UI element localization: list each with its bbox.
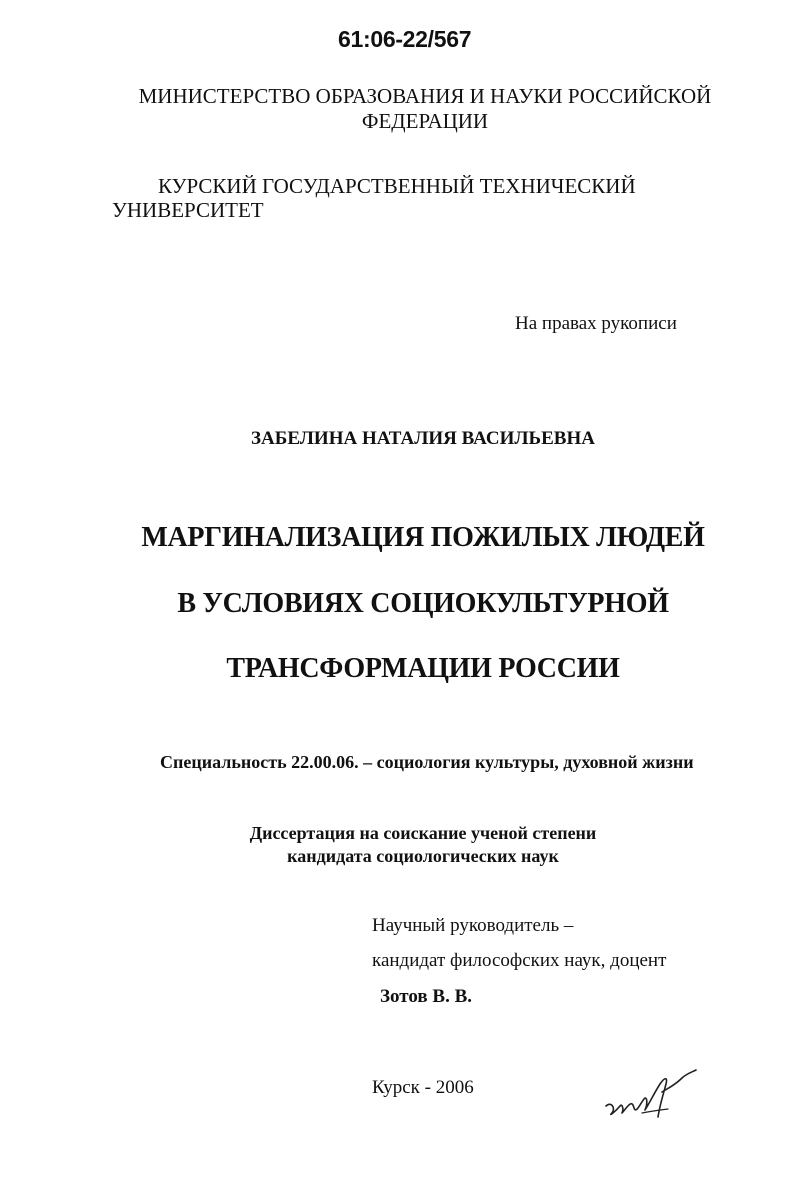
- dissertation-degree-line2: кандидата социологических наук: [287, 846, 559, 866]
- author-name: ЗАБЕЛИНА НАТАЛИЯ ВАСИЛЬЕВНА: [251, 428, 595, 449]
- thesis-title-line1: МАРГИНАЛИЗАЦИЯ ПОЖИЛЫХ ЛЮДЕЙ: [141, 522, 705, 553]
- thesis-title-line2: В УСЛОВИЯХ СОЦИОКУЛЬТУРНОЙ: [177, 588, 669, 619]
- university-name-line2: УНИВЕРСИТЕТ: [112, 198, 264, 222]
- supervisor-degree: кандидат философских наук, доцент: [372, 950, 667, 971]
- ministry-heading: МИНИСТЕРСТВО ОБРАЗОВАНИЯ И НАУКИ РОССИЙСКОЙ ФЕДЕРАЦИИ: [138, 84, 712, 133]
- supervisor-name: Зотов В. В.: [380, 986, 472, 1007]
- dissertation-degree: [200, 822, 646, 868]
- supervisor-label: Научный руководитель –: [372, 915, 574, 936]
- specialty-line: Специальность 22.00.06. – социология культуры, духовной жизни: [160, 752, 694, 772]
- manuscript-rights-note: На правах рукописи: [515, 313, 677, 334]
- city-year: Курск - 2006: [372, 1077, 474, 1098]
- thesis-title-line3: ТРАНСФОРМАЦИИ РОССИИ: [226, 653, 620, 684]
- university-name-line1: КУРСКИЙ ГОСУДАРСТВЕННЫЙ ТЕХНИЧЕСКИЙ: [158, 174, 636, 198]
- archive-stamp-number: 61:06-22/567: [338, 26, 472, 52]
- handwritten-signature-icon: [602, 1062, 698, 1122]
- dissertation-degree-line1: Диссертация на соискание ученой степени: [249, 823, 597, 843]
